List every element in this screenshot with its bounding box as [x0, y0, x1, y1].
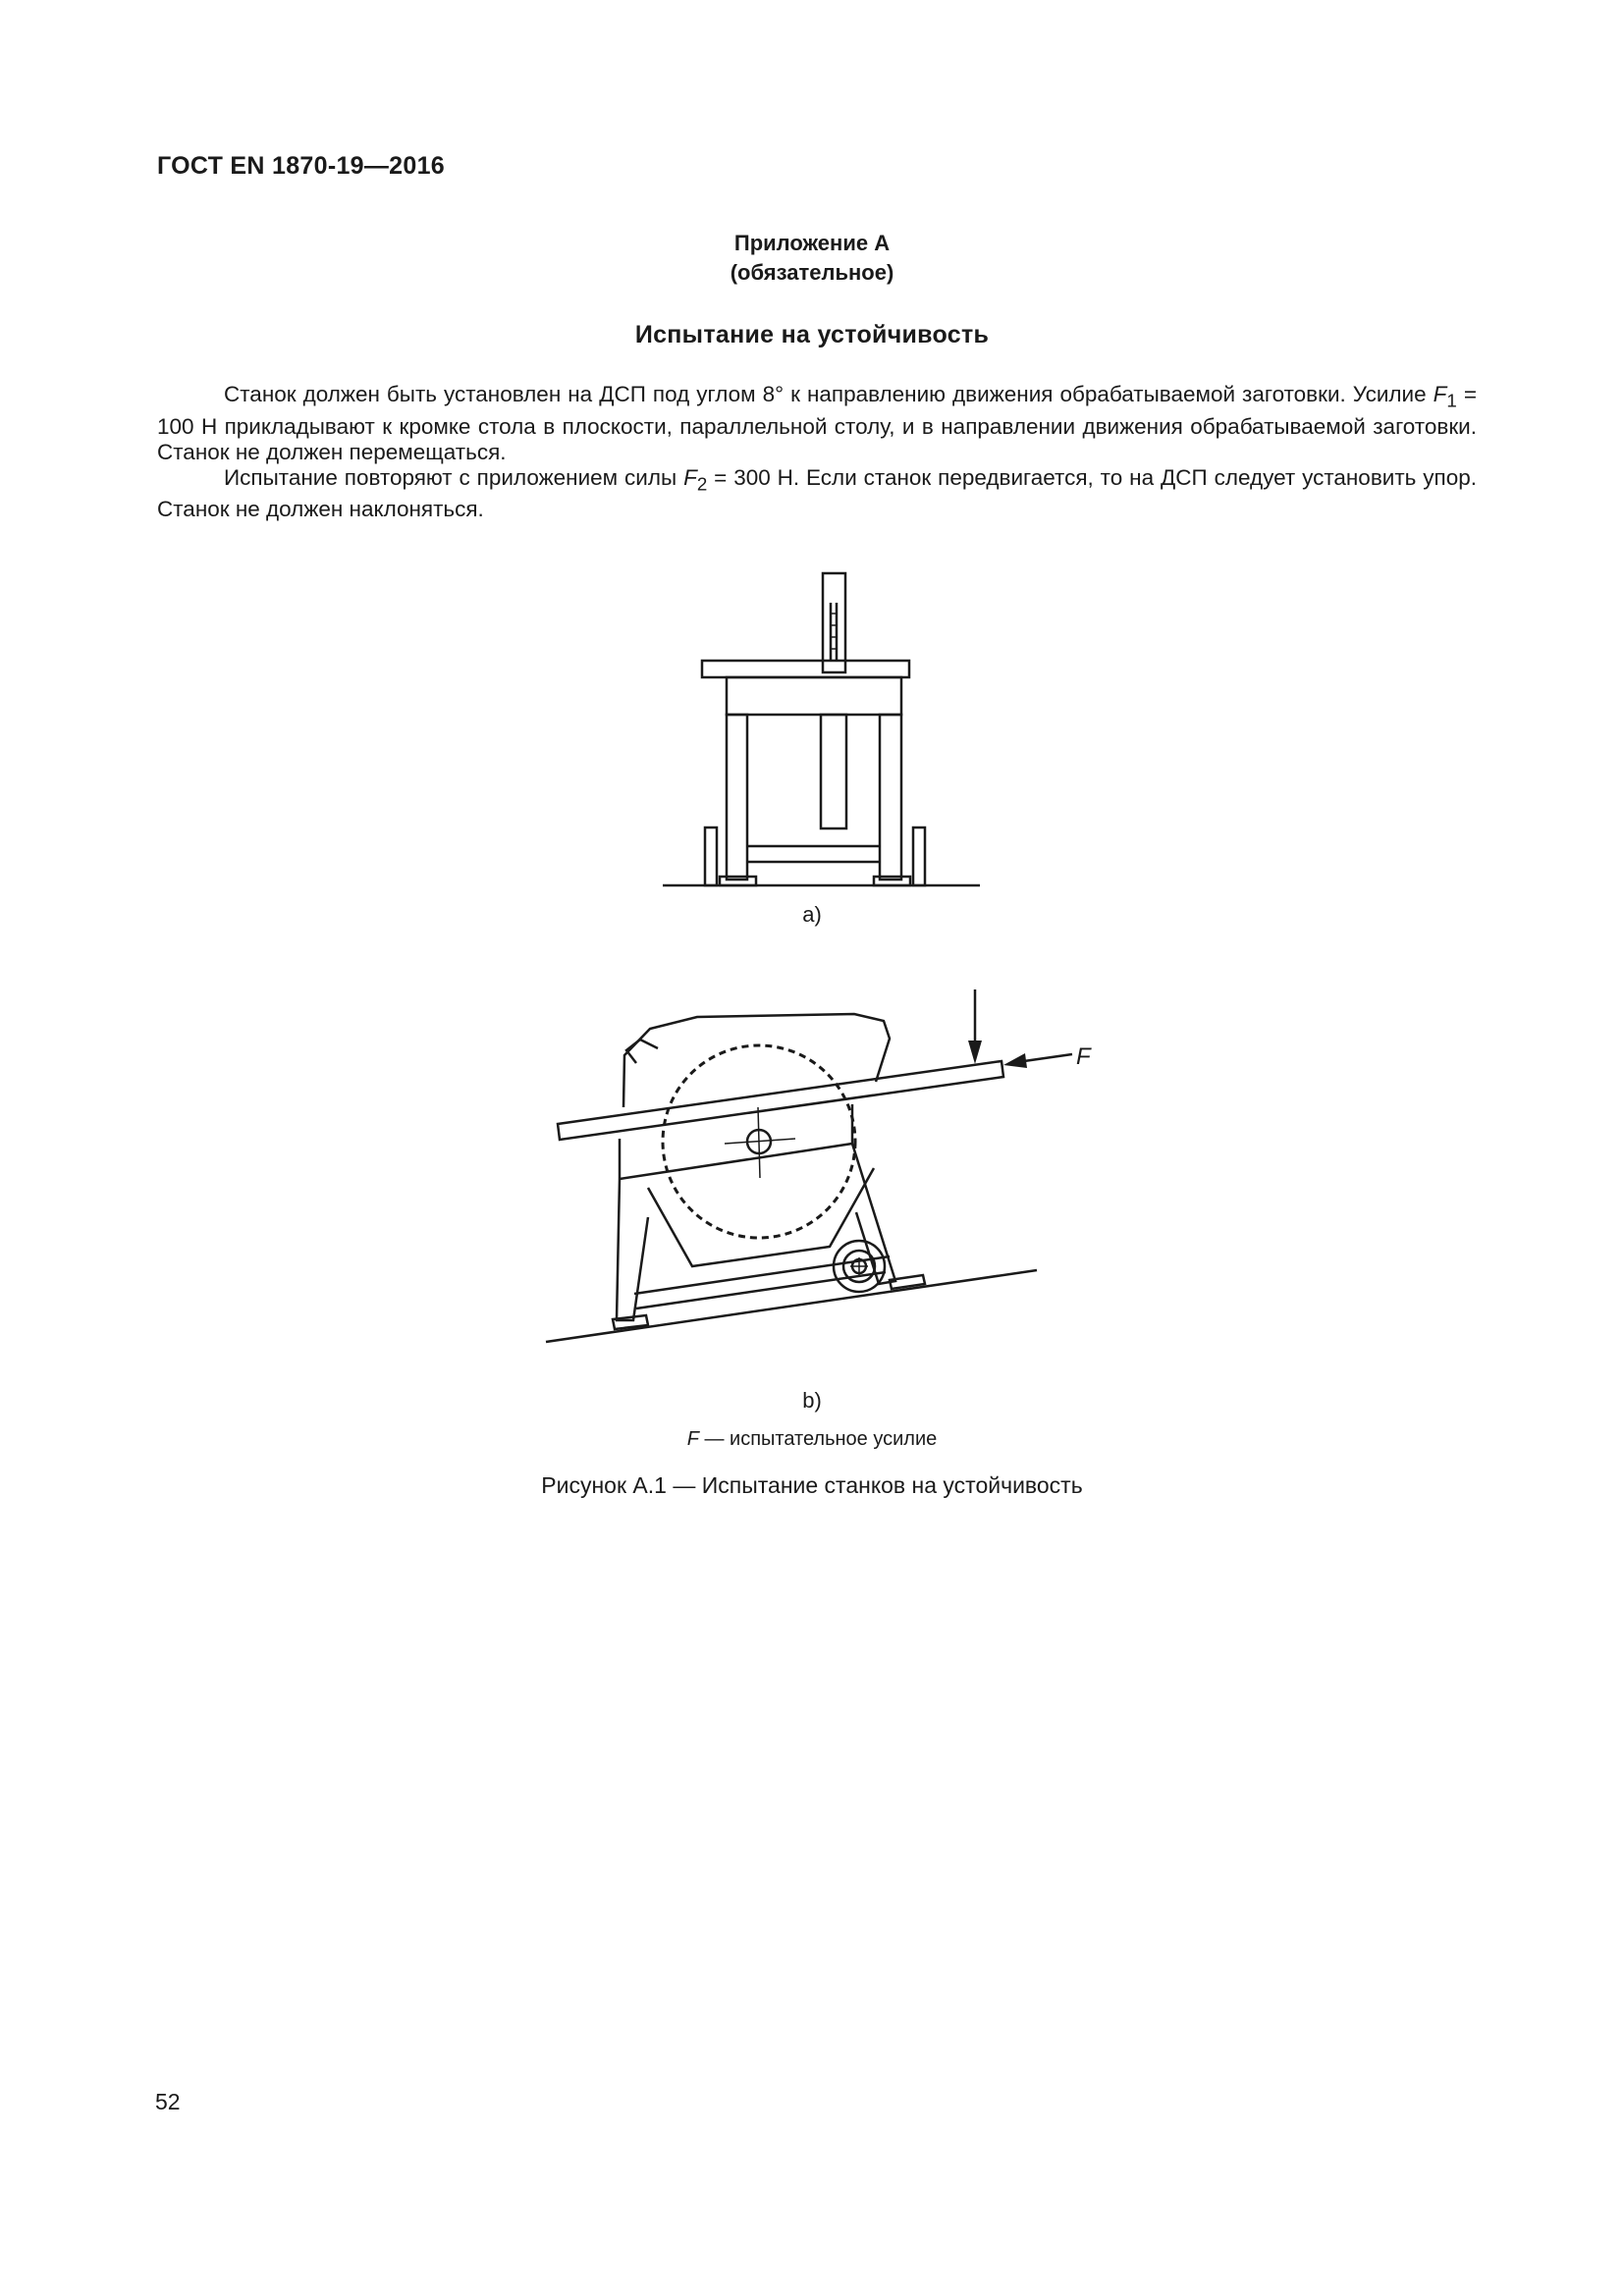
paragraph-2: Испытание повторяют с приложением силы $F_2 = 300$ Н. Если станок передвигается, то на ДСП следует установить упор. Станок не должен наклоняться.	[157, 464, 1477, 521]
annex-heading	[0, 229, 1624, 288]
figure-a-label: a)	[802, 902, 822, 927]
symbol-f: F	[1433, 382, 1447, 406]
force-label: F	[1076, 1043, 1091, 1070]
figure-caption: Рисунок А.1 — Испытание станков на устойчивость	[541, 1472, 1083, 1498]
figure-b-tilted-view	[540, 982, 1110, 1355]
annex-status: (обязательное)	[730, 260, 894, 285]
figure-b-label: b)	[802, 1388, 822, 1413]
annex-name: Приложение А	[733, 231, 891, 255]
symbol-f: F	[683, 464, 697, 490]
paragraph-1: Станок должен быть установлен на ДСП под углом 8° к направлению движения обрабатываемой заготовки. Усилие $F_1 = 100$ Н прикладывают к кромке стола в плоскости, параллельной столу, и в направлении движения обрабатываемой заготовки. Станок не должен перемещаться.	[157, 382, 1477, 464]
page-number: 52	[155, 2089, 181, 2114]
body-text	[157, 382, 1477, 522]
document-header: ГОСТ EN 1870-19—2016	[157, 152, 445, 180]
figure-a-front-view	[648, 564, 992, 893]
figure-legend: F — испытательное усилие	[686, 1428, 938, 1450]
annex-title: Испытание на устойчивость	[634, 321, 990, 348]
legend-symbol: F	[686, 1428, 699, 1450]
